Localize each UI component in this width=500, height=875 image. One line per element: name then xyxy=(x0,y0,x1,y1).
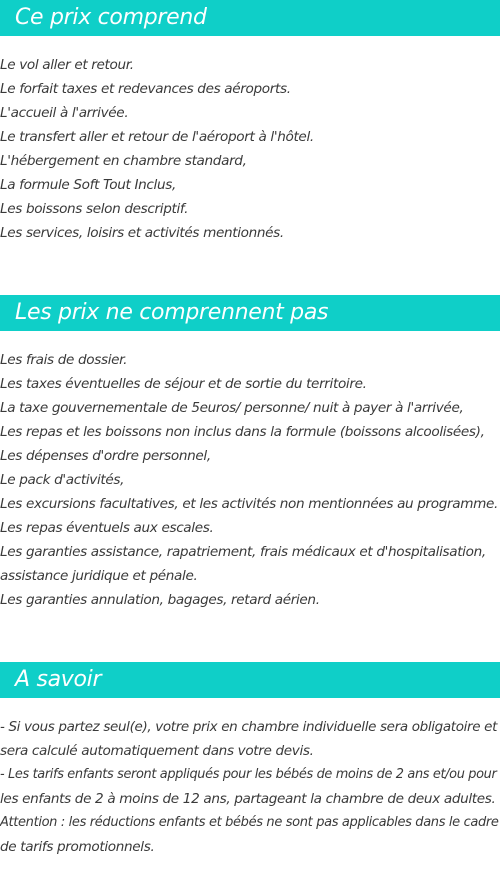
list-item: sera calculé automatiquement dans votre devis. xyxy=(0,743,314,759)
list-item: Attention : les réductions enfants et bébés ne sont pas applicables dans le cadre xyxy=(0,815,499,830)
section-header xyxy=(0,295,500,331)
includes-list xyxy=(0,53,500,245)
list-item: - Si vous partez seul(e), votre prix en chambre individuelle sera obligatoire et xyxy=(0,719,498,735)
info-list xyxy=(0,715,500,859)
list-item: Les repas éventuels aux escales. xyxy=(0,520,214,536)
list-item: La formule Soft Tout Inclus, xyxy=(0,177,176,193)
excludes-list xyxy=(0,348,500,612)
list-item: assistance juridique et pénale. xyxy=(0,568,198,584)
list-item: Les garanties annulation, bagages, retard aérien. xyxy=(0,592,320,608)
section-title: Les prix ne comprennent pas xyxy=(15,300,329,325)
list-item: Le transfert aller et retour de l'aéroport à l'hôtel. xyxy=(0,129,314,145)
section-price-excludes xyxy=(0,295,500,612)
list-item: - Les tarifs enfants seront appliqués pour les bébés de moins de 2 ans et/ou pour xyxy=(0,767,497,782)
list-item: Les taxes éventuelles de séjour et de sortie du territoire. xyxy=(0,376,367,392)
section-header xyxy=(0,0,500,36)
list-item: L'accueil à l'arrivée. xyxy=(0,105,129,121)
list-item: Les excursions facultatives, et les activités non mentionnées au programme. xyxy=(0,496,499,512)
list-item: La taxe gouvernementale de 5euros/ personne/ nuit à payer à l'arrivée, xyxy=(0,400,464,416)
list-item: Les services, loisirs et activités mentionnés. xyxy=(0,225,284,241)
list-item: Les repas et les boissons non inclus dans la formule (boissons alcoolisées), xyxy=(0,424,485,440)
list-item: les enfants de 2 à moins de 12 ans, partageant la chambre de deux adultes. xyxy=(0,791,496,807)
section-price-includes xyxy=(0,0,500,245)
list-item: de tarifs promotionnels. xyxy=(0,839,155,855)
section-title: Ce prix comprend xyxy=(15,5,207,30)
list-item: Les frais de dossier. xyxy=(0,352,128,368)
list-item: Les garanties assistance, rapatriement, frais médicaux et d'hospitalisation, xyxy=(0,544,486,560)
list-item: Le forfait taxes et redevances des aéroports. xyxy=(0,81,291,97)
list-item: Les boissons selon descriptif. xyxy=(0,201,189,217)
section-header xyxy=(0,662,500,698)
section-title: A savoir xyxy=(15,667,102,692)
list-item: Le pack d'activités, xyxy=(0,472,125,488)
list-item: Les dépenses d'ordre personnel, xyxy=(0,448,211,464)
list-item: L'hébergement en chambre standard, xyxy=(0,153,247,169)
section-good-to-know xyxy=(0,662,500,859)
list-item: Le vol aller et retour. xyxy=(0,57,134,73)
